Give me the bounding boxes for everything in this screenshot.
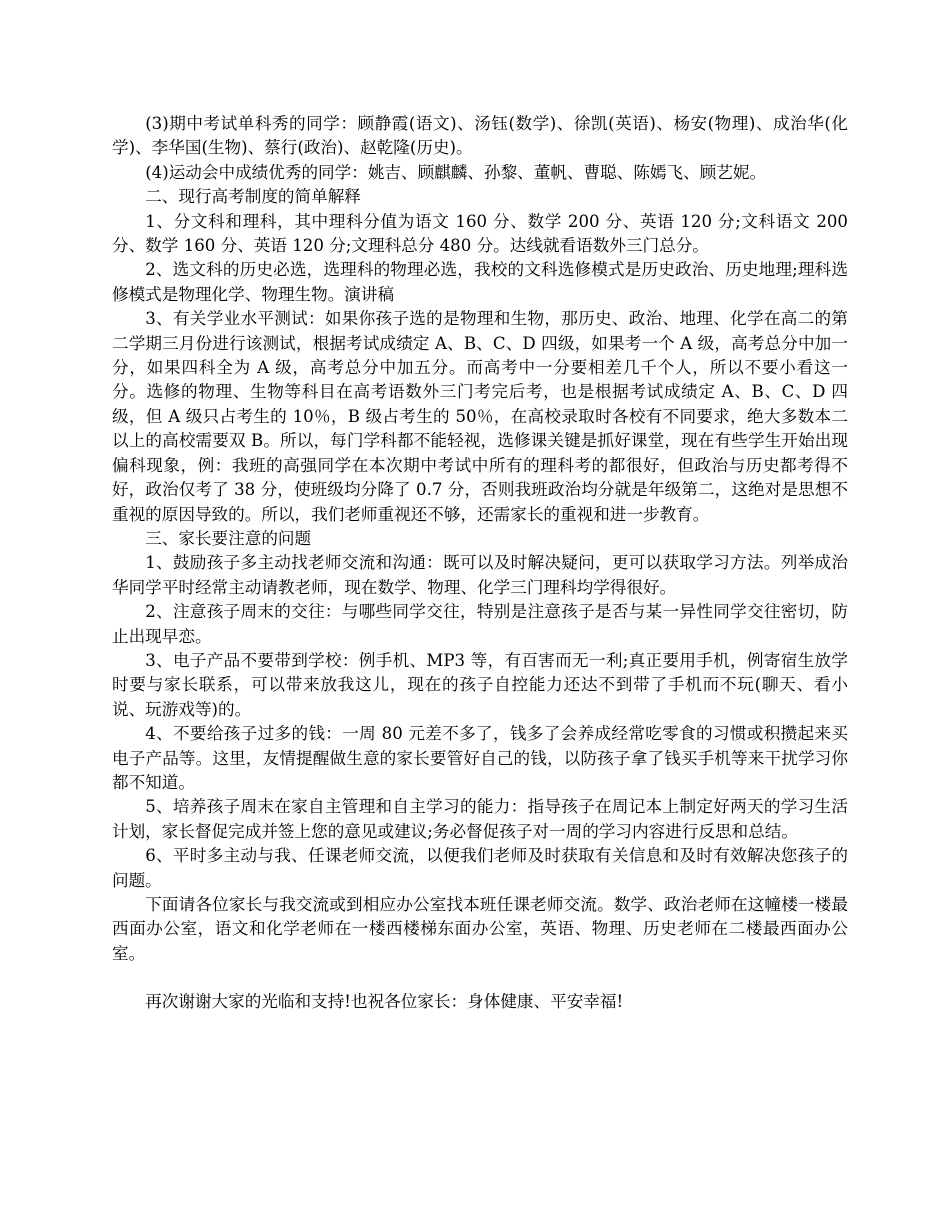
paragraph-weekend-friends: 2、注意孩子周末的交往：与哪些同学交往，特别是注意孩子是否与某一异性同学交往密切，防止出现早恋。 <box>112 602 848 646</box>
section-heading-exam-system: 二、现行高考制度的简单解释 <box>145 187 361 207</box>
paragraph-communicate-teachers: 1、鼓励孩子多主动找老师交流和沟通：既可以及时解决疑问，更可以获取学习方法。列举成治华同学平时经常主动请教老师，现在数学、物理、化学三门理科均学得很好。 <box>112 553 848 597</box>
paragraph-contact-teachers: 6、平时多主动与我、任课老师交流，以便我们老师及时获取有关信息和及时有效解决您孩子的问题。 <box>112 846 848 890</box>
paragraph-office-locations: 下面请各位家长与我交流或到相应办公室找本班任课老师交流。数学、政治老师在这幢楼一楼最西面办公室，语文和化学老师在一楼西楼梯东面办公室，英语、物理、历史老师在二楼最西面办公室。 <box>112 895 848 963</box>
paragraph-pocket-money: 4、不要给孩子过多的钱：一周 80 元差不多了，钱多了会养成经常吃零食的习惯或积攒起来买电子产品等。这里，友情提醒做生意的家长要管好自己的钱，以防孩子拿了钱买手机等来干扰学习你都不知道。 <box>112 724 848 792</box>
section-heading-parent-notes: 三、家长要注意的问题 <box>145 528 312 548</box>
paragraph-elective-mode: 2、选文科的历史必选，选理科的物理必选，我校的文科选修模式是历史政治、历史地理;理科选修模式是物理化学、物理生物。演讲稿 <box>112 260 848 304</box>
paragraph-spacer <box>112 966 848 990</box>
paragraph-exam-single-subject: (3)期中考试单科秀的同学：顾静霞(语文)、汤钰(数学)、徐凯(英语)、杨安(物理)、成治华(化学)、李华国(生物)、蔡行(政治)、赵乾隆(历史)。 <box>112 114 848 158</box>
paragraph-sports-meet: (4)运动会中成绩优秀的同学：姚吉、顾麒麟、孙黎、董帆、曹聪、陈嫣飞、顾艺妮。 <box>145 162 767 182</box>
paragraph-electronics: 3、电子产品不要带到学校：例手机、MP3 等，有百害而无一利;真正要用手机，例寄宿生放学时要与家长联系，可以带来放我这儿，现在的孩子自控能力还达不到带了手机而不玩(聊天、看小说、玩游戏等)的。 <box>112 650 848 719</box>
closing-remarks: 再次谢谢大家的光临和支持!也祝各位家长：身体健康、平安幸福! <box>145 992 624 1012</box>
paragraph-arts-science-scores: 1、分文科和理科，其中理科分值为语文 160 分、数学 200 分、英语 120 分;文科语文 200 分、数学 160 分、英语 120 分;文理科总分 480 分。达线就看语数外三门总分。 <box>112 211 848 256</box>
paragraph-self-study: 5、培养孩子周末在家自主管理和自主学习的能力：指导孩子在周记本上制定好两天的学习生活计划，家长督促完成并签上您的意见或建议;务必督促孩子对一周的学习内容进行反思和总结。 <box>112 797 848 841</box>
paragraph-proficiency-test: 3、有关学业水平测试：如果你孩子选的是物理和生物，那历史、政治、地理、化学在高二的第二学期三月份进行该测试，根据考试成绩定 A、B、C、D 四级，如果考一个 A 级，高考总分中加一分，如果四科全为 A 级，高考总分中加五分。而高考中一分要相差几千个人，所以不要小看这一分。选修的物理、生物等科目在高考语数外三门考完后考，也是根据考试成绩定 A、B、C、D 四级，但 A 级只占考生的 10％，B 级占考生的 50％，在高校录取时各校有不同要求，绝大多数本二以上的高校需要双 B。所以，每门学科都不能轻视，选修课关键是抓好课堂，现在有些学生开始出现偏科现象，例：我班的高强同学在本次期中考试中所有的理科考的都很好，但政治与历史都考得不好，政治仅考了 38 分，使班级均分降了 0.7 分，否则我班政治均分就是年级第二，这绝对是思想不重视的原因导致的。所以，我们老师重视还不够，还需家长的重视和进一步教育。 <box>112 309 848 524</box>
document-body <box>112 112 848 1015</box>
